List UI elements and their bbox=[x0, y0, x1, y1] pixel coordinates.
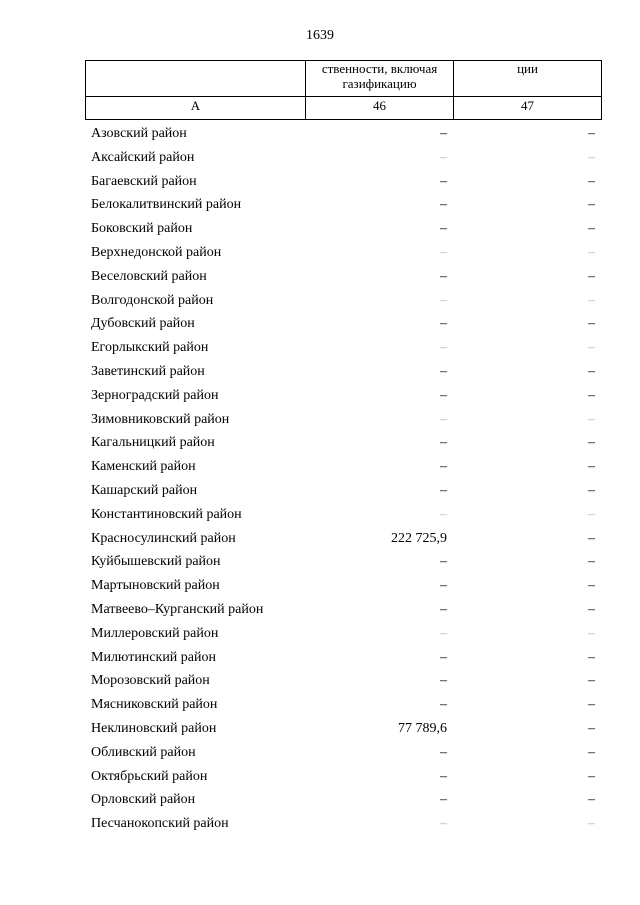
table-row bbox=[91, 312, 601, 336]
value-col-46: – bbox=[440, 149, 447, 165]
value-col-46: – bbox=[440, 649, 447, 665]
table-body bbox=[91, 122, 601, 836]
district-name: Обливский район bbox=[91, 744, 196, 760]
header-row-titles bbox=[86, 61, 602, 97]
value-col-46: – bbox=[440, 768, 447, 784]
value-col-47: – bbox=[588, 292, 595, 308]
table-row bbox=[91, 788, 601, 812]
value-col-47: – bbox=[588, 316, 595, 332]
value-col-47: – bbox=[588, 554, 595, 570]
value-col-47: – bbox=[588, 387, 595, 403]
district-name: Аксайский район bbox=[91, 149, 195, 165]
table-row bbox=[91, 574, 601, 598]
value-col-46: – bbox=[440, 268, 447, 284]
district-name: Боковский район bbox=[91, 221, 193, 237]
table-row bbox=[91, 193, 601, 217]
value-col-47: – bbox=[588, 221, 595, 237]
value-col-47: – bbox=[588, 792, 595, 808]
value-col-46: – bbox=[440, 816, 447, 832]
table-row bbox=[91, 812, 601, 836]
value-col-46: – bbox=[440, 340, 447, 356]
value-col-46: – bbox=[440, 316, 447, 332]
value-col-46: – bbox=[440, 744, 447, 760]
table-row bbox=[91, 217, 601, 241]
value-col-47: – bbox=[588, 673, 595, 689]
value-col-47: – bbox=[588, 625, 595, 641]
value-col-46: – bbox=[440, 554, 447, 570]
district-name: Песчанокопский район bbox=[91, 816, 229, 832]
value-col-46: – bbox=[440, 482, 447, 498]
value-col-47: – bbox=[588, 506, 595, 522]
district-name: Миллеровский район bbox=[91, 625, 219, 641]
table-row bbox=[91, 265, 601, 289]
value-col-46: – bbox=[440, 625, 447, 641]
value-col-47: – bbox=[588, 173, 595, 189]
value-col-47: – bbox=[588, 244, 595, 260]
value-col-46: – bbox=[440, 363, 447, 379]
table-header bbox=[85, 60, 602, 120]
value-col-46: – bbox=[440, 673, 447, 689]
district-name: Зерноградский район bbox=[91, 387, 219, 403]
table-row bbox=[91, 717, 601, 741]
table-row bbox=[91, 336, 601, 360]
district-name: Константиновский район bbox=[91, 506, 242, 522]
district-name: Куйбышевский район bbox=[91, 554, 221, 570]
table-row bbox=[91, 527, 601, 551]
district-name: Дубовский район bbox=[91, 316, 195, 332]
value-col-47: – bbox=[588, 435, 595, 451]
table-row bbox=[91, 122, 601, 146]
value-col-46: – bbox=[440, 173, 447, 189]
table-row bbox=[91, 693, 601, 717]
district-name: Зимовниковский район bbox=[91, 411, 230, 427]
value-col-46: – bbox=[440, 221, 447, 237]
value-col-46: – bbox=[440, 435, 447, 451]
district-name: Заветинский район bbox=[91, 363, 205, 379]
district-name: Октябрьский район bbox=[91, 768, 208, 784]
district-name: Мясниковский район bbox=[91, 697, 218, 713]
value-col-46: 77 789,6 bbox=[398, 720, 447, 736]
value-col-46: – bbox=[440, 387, 447, 403]
value-col-47: – bbox=[588, 720, 595, 736]
value-col-47: – bbox=[588, 126, 595, 141]
district-name: Орловский район bbox=[91, 792, 196, 808]
district-name: Кашарский район bbox=[91, 482, 198, 498]
header-col-46-code: 46 bbox=[306, 97, 454, 120]
district-name: Багаевский район bbox=[91, 173, 197, 189]
value-col-46: – bbox=[440, 792, 447, 808]
value-col-46: – bbox=[440, 459, 447, 475]
value-col-47: – bbox=[588, 649, 595, 665]
value-col-47: – bbox=[588, 816, 595, 832]
value-col-46: – bbox=[440, 126, 447, 141]
table-row bbox=[91, 765, 601, 789]
table-row bbox=[91, 408, 601, 432]
value-col-47: – bbox=[588, 411, 595, 427]
value-col-47: – bbox=[588, 530, 595, 546]
value-col-46: – bbox=[440, 578, 447, 594]
value-col-47: – bbox=[588, 768, 595, 784]
district-name: Неклиновский район bbox=[91, 720, 217, 736]
district-name: Веселовский район bbox=[91, 268, 207, 284]
header-row-codes bbox=[86, 97, 602, 120]
value-col-47: – bbox=[588, 578, 595, 594]
value-col-47: – bbox=[588, 482, 595, 498]
table-row bbox=[91, 289, 601, 313]
value-col-46: – bbox=[440, 292, 447, 308]
district-name: Азовский район bbox=[91, 126, 187, 141]
table-row bbox=[91, 741, 601, 765]
value-col-46: – bbox=[440, 411, 447, 427]
table-row bbox=[91, 455, 601, 479]
value-col-47: – bbox=[588, 363, 595, 379]
district-name: Волгодонской район bbox=[91, 292, 214, 308]
table-row bbox=[91, 550, 601, 574]
value-col-47: – bbox=[588, 268, 595, 284]
value-col-47: – bbox=[588, 197, 595, 213]
value-col-46: – bbox=[440, 506, 447, 522]
table-row bbox=[91, 431, 601, 455]
value-col-46: 222 725,9 bbox=[391, 530, 447, 546]
value-col-46: – bbox=[440, 197, 447, 213]
header-col-47-code: 47 bbox=[454, 97, 602, 120]
district-name: Матвеево–Курганский район bbox=[91, 601, 264, 617]
table-row bbox=[91, 622, 601, 646]
table-row bbox=[91, 241, 601, 265]
district-name: Белокалитвинский район bbox=[91, 197, 242, 213]
district-name: Верхнедонской район bbox=[91, 244, 222, 260]
district-name: Мартыновский район bbox=[91, 578, 220, 594]
value-col-47: – bbox=[588, 601, 595, 617]
value-col-46: – bbox=[440, 697, 447, 713]
value-col-46: – bbox=[440, 601, 447, 617]
value-col-47: – bbox=[588, 340, 595, 356]
table-row bbox=[91, 146, 601, 170]
district-name: Красносулинский район bbox=[91, 530, 236, 546]
header-col-46-title: ственности, включая газификацию bbox=[306, 61, 454, 97]
table-row bbox=[91, 479, 601, 503]
header-col-47-title: ции bbox=[454, 61, 602, 97]
table-row bbox=[91, 384, 601, 408]
page-number: 1639 bbox=[306, 28, 334, 43]
district-name: Каменский район bbox=[91, 459, 196, 475]
district-name: Кагальницкий район bbox=[91, 435, 215, 451]
district-name: Морозовский район bbox=[91, 673, 210, 689]
table-row bbox=[91, 646, 601, 670]
table-row bbox=[91, 170, 601, 194]
table-row bbox=[91, 669, 601, 693]
table-row bbox=[91, 360, 601, 384]
header-col-a-title bbox=[86, 61, 306, 97]
table-row bbox=[91, 503, 601, 527]
district-name: Егорлыкский район bbox=[91, 340, 209, 356]
table-row bbox=[91, 598, 601, 622]
value-col-47: – bbox=[588, 697, 595, 713]
value-col-47: – bbox=[588, 149, 595, 165]
header-col-a-code: А bbox=[86, 97, 306, 120]
value-col-47: – bbox=[588, 744, 595, 760]
value-col-46: – bbox=[440, 244, 447, 260]
value-col-47: – bbox=[588, 459, 595, 475]
district-name: Милютинский район bbox=[91, 649, 217, 665]
